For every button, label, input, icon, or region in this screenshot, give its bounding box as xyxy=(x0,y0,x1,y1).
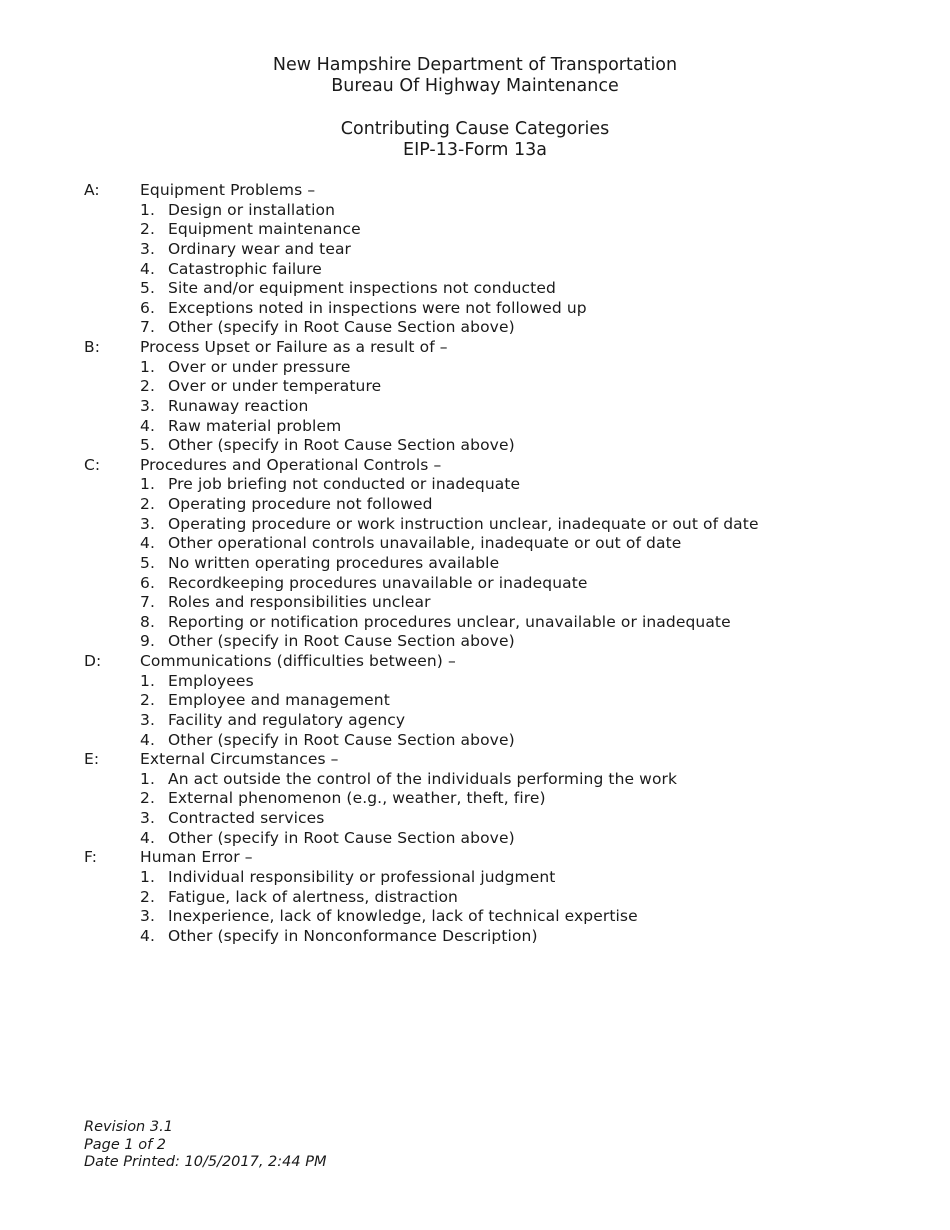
list-item-number: 1. xyxy=(140,200,155,219)
category-heading xyxy=(84,750,924,770)
list-item-text: An act outside the control of the individuals performing the work xyxy=(168,769,678,788)
list-item xyxy=(84,220,924,240)
page-number: Page 1 of 2 xyxy=(84,1136,167,1153)
list-item-number: 1. xyxy=(140,671,155,690)
list-item-text: Other (specify in Root Cause Section above) xyxy=(168,436,515,455)
bureau-name: Bureau Of Highway Maintenance xyxy=(331,76,619,96)
list-item-text: Other operational controls unavailable, inadequate or out of date xyxy=(168,534,682,553)
list-item-text: Catastrophic failure xyxy=(168,259,322,278)
revision-label: Revision 3.1 xyxy=(84,1119,173,1135)
list-item xyxy=(84,554,924,574)
category-heading xyxy=(84,848,924,868)
list-item xyxy=(84,318,924,338)
list-item-text: Contracted services xyxy=(168,809,325,827)
list-item xyxy=(84,299,924,319)
list-item xyxy=(84,672,924,692)
list-item xyxy=(84,279,924,299)
list-item-text: Equipment maintenance xyxy=(168,220,361,239)
list-item-text: Other (specify in Root Cause Section above) xyxy=(168,318,515,337)
list-item-number: 9. xyxy=(140,632,155,651)
category-title: Human Error – xyxy=(140,848,253,867)
list-item-number: 8. xyxy=(140,612,155,631)
list-item-text: Roles and responsibilities unclear xyxy=(168,593,431,612)
list-item xyxy=(84,515,924,535)
list-item xyxy=(84,868,924,888)
list-item-text: Reporting or notification procedures unclear, unavailable or inadequate xyxy=(168,612,731,631)
list-item xyxy=(84,888,924,908)
list-item-number: 3. xyxy=(140,710,155,729)
list-item-number: 1. xyxy=(140,867,155,886)
list-item-text: Facility and regulatory agency xyxy=(168,710,406,729)
category-letter: A: xyxy=(84,181,100,199)
list-item-number: 4. xyxy=(140,259,155,278)
department-name: New Hampshire Department of Transportation xyxy=(272,55,678,75)
category-heading xyxy=(84,338,924,358)
list-item xyxy=(84,593,924,613)
list-item xyxy=(84,358,924,378)
list-item xyxy=(84,574,924,594)
list-item-text: No written operating procedures available xyxy=(168,553,500,572)
list-item-text: Over or under temperature xyxy=(168,377,382,396)
list-item-number: 2. xyxy=(140,789,155,808)
list-item-text: Design or installation xyxy=(168,200,336,219)
list-item-text: Ordinary wear and tear xyxy=(168,239,352,258)
list-item xyxy=(84,731,924,751)
category-list xyxy=(84,181,924,946)
list-item-text: Recordkeeping procedures unavailable or inadequate xyxy=(168,573,588,592)
list-item xyxy=(84,770,924,790)
list-item-number: 1. xyxy=(140,769,155,788)
list-item-number: 4. xyxy=(140,926,155,945)
category-letter: C: xyxy=(84,455,101,474)
list-item-number: 4. xyxy=(140,828,155,847)
list-item-number: 5. xyxy=(140,436,155,455)
list-item-number: 7. xyxy=(140,318,155,337)
category-title: Procedures and Operational Controls – xyxy=(140,455,442,474)
list-item-text: Other (specify in Root Cause Section above) xyxy=(168,632,515,651)
list-item xyxy=(84,711,924,731)
list-item-text: Raw material problem xyxy=(168,416,342,435)
list-item-number: 3. xyxy=(140,239,155,258)
list-item xyxy=(84,809,924,829)
category-letter: F: xyxy=(84,848,98,867)
list-item xyxy=(84,632,924,652)
list-item xyxy=(84,475,924,495)
list-item xyxy=(84,927,924,947)
list-item-text: Pre job briefing not conducted or inadequate xyxy=(168,475,521,494)
list-item xyxy=(84,377,924,397)
list-item-text: Other (specify in Nonconformance Description) xyxy=(168,926,538,945)
list-item xyxy=(84,240,924,260)
list-item-number: 4. xyxy=(140,534,155,553)
list-item xyxy=(84,397,924,417)
list-item-text: Employee and management xyxy=(168,691,390,710)
list-item-text: Site and/or equipment inspections not conducted xyxy=(168,279,556,298)
list-item-number: 3. xyxy=(140,907,155,926)
category-letter: B: xyxy=(84,338,101,356)
category-letter: D: xyxy=(84,652,102,670)
list-item-text: Fatigue, lack of alertness, distraction xyxy=(168,887,458,906)
category-title: Process Upset or Failure as a result of – xyxy=(140,338,448,356)
list-item-number: 4. xyxy=(140,730,155,749)
category-heading xyxy=(84,181,924,201)
list-item-text: Exceptions noted in inspections were not followed up xyxy=(168,298,587,317)
list-item-number: 3. xyxy=(140,396,155,415)
list-item xyxy=(84,417,924,437)
form-id: EIP-13-Form 13a xyxy=(403,140,547,160)
list-item-text: Other (specify in Root Cause Section above) xyxy=(168,730,515,749)
document-footer xyxy=(84,1119,327,1172)
list-item-number: 2. xyxy=(140,691,155,710)
list-item-text: Operating procedure or work instruction unclear, inadequate or out of date xyxy=(168,514,759,533)
list-item-text: Inexperience, lack of knowledge, lack of technical expertise xyxy=(168,907,638,926)
header-spacer xyxy=(0,97,950,119)
date-printed: Date Printed: 10/5/2017, 2:44 PM xyxy=(84,1154,327,1171)
category-title: External Circumstances – xyxy=(140,750,339,769)
list-item xyxy=(84,829,924,849)
category-letter: E: xyxy=(84,750,100,769)
list-item xyxy=(84,789,924,809)
list-item xyxy=(84,436,924,456)
list-item-text: Employees xyxy=(168,671,254,690)
category-title: Equipment Problems – xyxy=(140,181,316,199)
list-item-number: 2. xyxy=(140,220,155,239)
list-item-text: Runaway reaction xyxy=(168,396,309,415)
list-item-number: 1. xyxy=(140,357,155,376)
list-item-text: Operating procedure not followed xyxy=(168,495,433,513)
list-item-number: 2. xyxy=(140,887,155,906)
list-item-number: 4. xyxy=(140,416,155,435)
list-item-number: 6. xyxy=(140,573,155,592)
list-item xyxy=(84,613,924,633)
list-item-number: 3. xyxy=(140,514,155,533)
list-item-number: 3. xyxy=(140,809,155,827)
list-item xyxy=(84,691,924,711)
list-item xyxy=(84,201,924,221)
list-item-number: 1. xyxy=(140,475,155,494)
list-item xyxy=(84,495,924,515)
list-item-number: 6. xyxy=(140,298,155,317)
category-heading xyxy=(84,456,924,476)
list-item-number: 7. xyxy=(140,593,155,612)
list-item xyxy=(84,907,924,927)
list-item-text: Individual responsibility or professional judgment xyxy=(168,867,556,886)
category-title: Communications (difficulties between) – xyxy=(140,652,456,670)
list-item-number: 5. xyxy=(140,553,155,572)
list-item-number: 2. xyxy=(140,495,155,513)
list-item-text: External phenomenon (e.g., weather, theft, fire) xyxy=(168,789,546,808)
document-header xyxy=(0,55,950,161)
list-item xyxy=(84,260,924,280)
list-item-number: 2. xyxy=(140,377,155,396)
document-title: Contributing Cause Categories xyxy=(340,119,610,139)
list-item xyxy=(84,534,924,554)
category-heading xyxy=(84,652,924,672)
list-item-number: 5. xyxy=(140,279,155,298)
list-item-text: Over or under pressure xyxy=(168,357,351,376)
list-item-text: Other (specify in Root Cause Section above) xyxy=(168,828,515,847)
